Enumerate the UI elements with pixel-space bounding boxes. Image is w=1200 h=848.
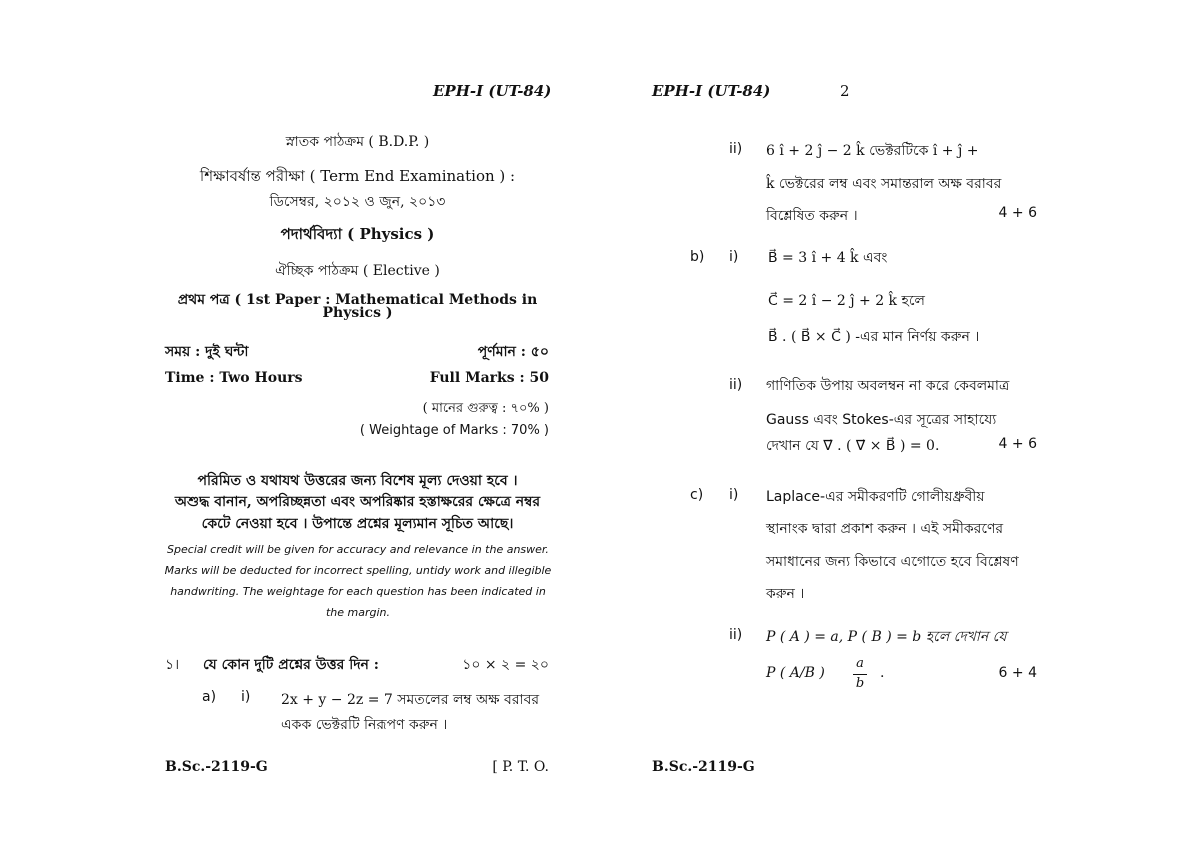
question-1a-i-line1: 2x + y − 2z = 7 সমতলের লম্ব অক্ষ বরাবর	[281, 692, 540, 708]
question-1c-i-line3: সমাধানের জন্য কিভাবে এগোতে হবে বিশ্লেষণ	[766, 554, 1019, 570]
question-1c-i-line4: করুন ।	[766, 586, 805, 602]
question-1-number: ১।	[165, 657, 180, 673]
question-1a-ii-marks: 4 + 6	[998, 205, 1037, 221]
question-1a-label: a)	[202, 689, 217, 705]
question-1c-ii-marks: 6 + 4	[998, 665, 1037, 681]
question-1c-ii-line1: P ( A ) = a, P ( B ) = b হলে দেখান যে	[766, 629, 1007, 645]
question-1b-label: b)	[690, 249, 705, 265]
notice-bengali-line1: পরিমিত ও যথাযথ উত্তরের জন্য বিশেষ মূল্য দেওয়া হবে ।	[197, 473, 518, 489]
left-footer-pto: [ P. T. O.	[492, 759, 549, 775]
fraction-dot: .	[880, 665, 885, 681]
question-1b-i-line1: B⃗ = 3 î + 4 k̂ এবং	[768, 250, 888, 266]
right-header-code: EPH-I (UT-84)	[652, 82, 771, 100]
fraction-denominator: b	[855, 676, 865, 691]
exam-title: শিক্ষাবর্ষান্ত পরীক্ষা ( Term End Examination ) :	[199, 167, 516, 185]
subject-title: পদার্থবিদ্যা ( Physics )	[280, 225, 435, 243]
notice-english: Special credit will be given for accuracy and relevance in the answer. Marks will be deducted for incorrect spelling, untidy work and illegible handwriting. The weightage for each question has been indicated in the margin.	[164, 543, 552, 619]
question-1a-i-label: i)	[241, 689, 251, 705]
paper-title-line2: Physics )	[322, 305, 393, 321]
time-bengali: সময় : দুই ঘন্টা	[165, 344, 249, 360]
question-1c-ii-label: ii)	[729, 627, 743, 643]
fraction-bar	[853, 674, 867, 675]
marks-bengali: পূর্ণমান : ৫০	[477, 344, 549, 360]
question-1c-ii-line2-left: P ( A/B )	[766, 665, 825, 681]
time-english: Time : Two Hours	[165, 370, 303, 386]
question-1a-ii-label: ii)	[729, 141, 743, 157]
question-1c-i-line2: স্থানাংক দ্বারা প্রকাশ করুন । এই সমীকরণের	[766, 521, 1004, 537]
question-1b-ii-line1: গাণিতিক উপায় অবলম্বন না করে কেবলমাত্র	[766, 378, 1010, 394]
question-1b-ii-marks: 4 + 6	[998, 436, 1037, 452]
notice-bengali-line2: অশুদ্ধ বানান, অপরিচ্ছন্নতা এবং অপরিষ্কার হস্তাক্ষরের ক্ষেত্রে নম্বর	[174, 494, 541, 510]
question-1b-i-line2: C⃗ = 2 î − 2 ĵ + 2 k̂ হলে	[768, 293, 925, 309]
question-1c-label: c)	[690, 487, 704, 503]
question-1b-ii-line2: Gauss এবং Stokes-এর সূত্রের সাহায্যে	[766, 412, 997, 428]
question-1b-i-line3: B⃗ . ( B⃗ × C⃗ ) -এর মান নির্ণয় করুন ।	[768, 329, 980, 345]
marks-english: Full Marks : 50	[429, 370, 549, 386]
paper-title-line1: প্রথম পত্র ( 1st Paper : Mathematical Methods in	[177, 292, 538, 308]
elective-label: ঐচ্ছিক পাঠক্রম ( Elective )	[275, 263, 440, 279]
notice-bengali-line3: কেটে নেওয়া হবে । উপান্তে প্রশ্নের মূল্যমান সূচিত আছে।	[201, 516, 514, 532]
fraction-numerator: a	[856, 656, 864, 671]
question-1a-ii-line2: k̂ ভেক্টরের লম্ব এবং সমান্তরাল অক্ষ বরাবর	[766, 176, 1002, 192]
question-1a-ii-line3: বিশ্লেষিত করুন ।	[766, 208, 858, 224]
question-1c-i-line1: Laplace-এর সমীকরণটি গোলীয়ধ্রুবীয়	[766, 489, 985, 505]
page-number: 2	[840, 82, 850, 100]
question-1-marks: ১০ × ২ = ২০	[462, 657, 549, 673]
question-1c-i-label: i)	[729, 487, 739, 503]
question-1a-ii-line1: 6 î + 2 ĵ − 2 k̂ ভেক্টরটিকে î + ĵ +	[766, 143, 979, 159]
right-footer-code: B.Sc.-2119-G	[652, 759, 755, 775]
exam-session: ডিসেম্বর, ২০১২ ও জুন, ২০১৩	[269, 194, 446, 210]
left-footer-code: B.Sc.-2119-G	[165, 759, 268, 775]
weightage-english: ( Weightage of Marks : 70% )	[359, 423, 549, 438]
question-1b-i-label: i)	[729, 249, 739, 265]
weightage-bengali: ( মানের গুরুত্ব : ৭০% )	[422, 401, 549, 416]
question-1b-ii-line3: দেখান যে ∇⃗ . ( ∇⃗ × B⃗ ) = 0.	[766, 438, 940, 454]
question-1-text: যে কোন দুটি প্রশ্নের উত্তর দিন :	[203, 657, 379, 673]
question-1b-ii-label: ii)	[729, 377, 743, 393]
question-1a-i-line2: একক ভেক্টরটি নিরূপণ করুন ।	[281, 717, 448, 733]
left-header-code: EPH-I (UT-84)	[433, 82, 552, 100]
course-title: স্নাতক পাঠক্রম ( B.D.P. )	[285, 134, 430, 150]
